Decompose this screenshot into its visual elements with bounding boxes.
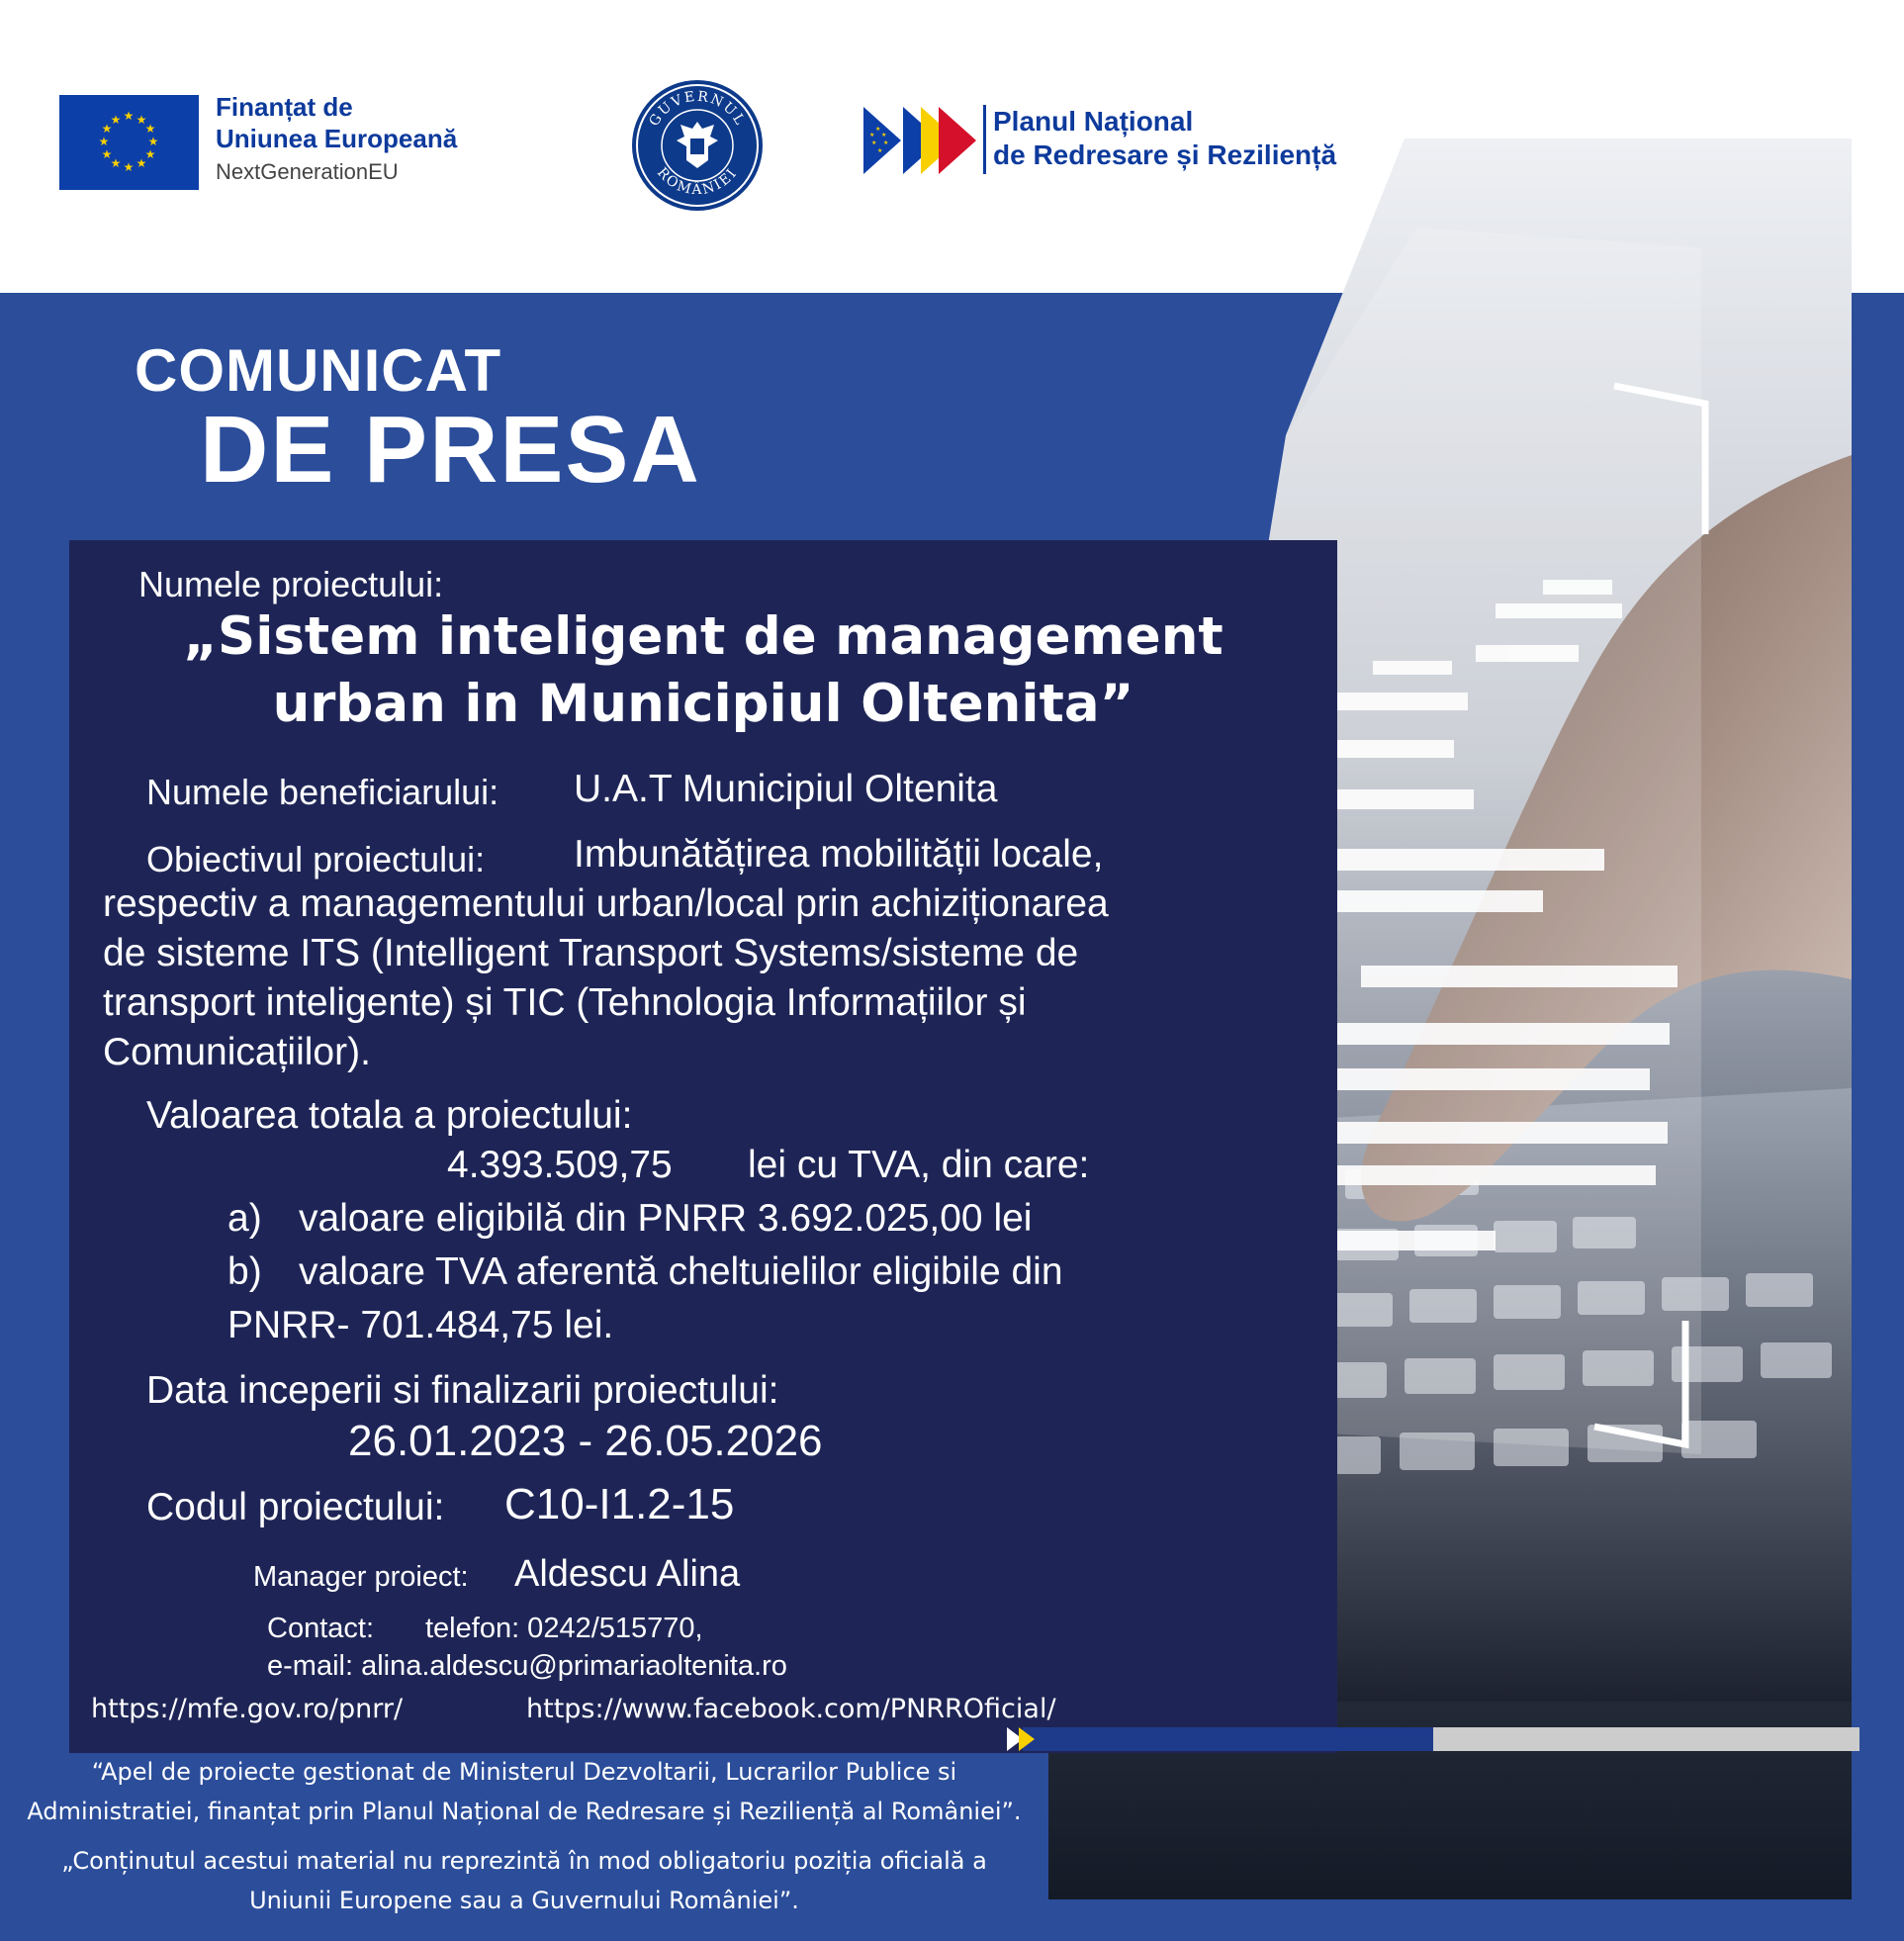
code-value: C10-I1.2-15 (504, 1480, 735, 1528)
svg-text:★: ★ (123, 160, 135, 174)
objective-line4: transport inteligente) și TIC (Tehnologia Informațiilor și (103, 981, 1027, 1024)
value-total: 4.393.509,75 (447, 1144, 673, 1186)
pnrr-divider (983, 105, 986, 174)
svg-text:★: ★ (110, 113, 122, 127)
svg-text:★: ★ (110, 156, 122, 170)
eu-line3: NextGenerationEU (216, 159, 399, 184)
mfe-link[interactable]: https://mfe.gov.ro/pnrr/ (91, 1694, 404, 1724)
objective-line5: Comunicațiilor). (103, 1031, 371, 1073)
svg-text:★: ★ (144, 147, 156, 161)
beneficiary-value: U.A.T Municipiul Oltenita (574, 768, 998, 810)
objective-label: Obiectivul proiectului: (146, 839, 486, 879)
pnrr-line1: Planul Național (993, 106, 1194, 137)
svg-text:★: ★ (881, 132, 887, 139)
svg-text:★: ★ (123, 109, 135, 123)
objective-line2: respectiv a managementului urban/local prin achiziționarea (103, 882, 1109, 925)
objective-line3: de sisteme ITS (Intelligent Transport Systems/sisteme de (103, 932, 1079, 974)
progress-fill (1023, 1727, 1433, 1751)
contact-label: Contact: (267, 1613, 374, 1644)
code-label: Codul proiectului: (146, 1486, 445, 1528)
eu-funding-text (216, 91, 457, 190)
pnrr-line2: de Redresare și Reziliență (993, 139, 1337, 170)
svg-text:★: ★ (101, 147, 113, 161)
footer-line1: “Apel de proiecte gestionat de Ministerul Dezvoltarii, Lucrarilor Publice si (91, 1758, 957, 1786)
beneficiary-label: Numele beneficiarului: (146, 772, 499, 812)
svg-text:★: ★ (98, 135, 110, 148)
svg-text:★: ★ (147, 135, 159, 148)
svg-text:★: ★ (871, 139, 877, 146)
svg-text:★: ★ (136, 156, 147, 170)
item-b-text: valoare TVA aferentă cheltuielilor eligibile din (299, 1250, 1063, 1293)
eu-flag-icon (59, 95, 199, 190)
value-suffix: lei cu TVA, din care: (748, 1144, 1090, 1186)
contact-email[interactable]: e-mail: alina.aldescu@primariaoltenita.ro (267, 1650, 787, 1682)
item-b-marker: b) (227, 1250, 262, 1293)
project-name-line2: urban in Municipiul Oltenita” (272, 674, 1134, 734)
eu-line1: Finanțat de (216, 92, 353, 122)
svg-text:★: ★ (144, 122, 156, 136)
dates-label: Data inceperii si finalizarii proiectului: (146, 1369, 779, 1412)
title-de-presa: DE PRESA (200, 397, 701, 503)
seal-top-text: GUVERNUL (646, 88, 749, 130)
dates-value: 26.01.2023 - 26.05.2026 (348, 1417, 823, 1465)
item-b-text2: PNRR- 701.484,75 lei. (227, 1304, 614, 1346)
footer-line2: Administratiei, finanțat prin Planul Național de Redresare și Reziliență al României”. (27, 1798, 1022, 1825)
objective-line1: Imbunătățirea mobilității locale, (574, 833, 1104, 876)
government-seal-icon (629, 77, 766, 214)
contact-phone: telefon: 0242/515770, (425, 1613, 703, 1644)
item-a-marker: a) (227, 1197, 262, 1240)
facebook-link[interactable]: https://www.facebook.com/PNRROficial/ (526, 1694, 1056, 1724)
item-a-text: valoare eligibilă din PNRR 3.692.025,00 lei (299, 1197, 1033, 1240)
project-name-line1: „Sistem inteligent de management (183, 606, 1224, 667)
footer-line4: Uniunii Europene sau a Guvernului României”. (249, 1887, 799, 1914)
svg-text:★: ★ (101, 122, 113, 136)
manager-value: Aldescu Alina (514, 1553, 741, 1595)
svg-text:★: ★ (877, 147, 883, 154)
svg-text:★: ★ (136, 113, 147, 127)
eu-line2: Uniunea Europeană (216, 124, 458, 153)
manager-label: Manager proiect: (253, 1561, 469, 1593)
seal-bottom-text: ROMÂNIEI (653, 164, 742, 199)
svg-text:★: ★ (875, 126, 881, 133)
footer-line3: „Conținutul acestui material nu reprezintă în mod obligatoriu poziția oficială a (61, 1847, 987, 1875)
pnrr-logo-icon (863, 107, 980, 174)
svg-text:★: ★ (869, 132, 875, 139)
title-comunicat: COMUNICAT (135, 337, 502, 404)
svg-text:★: ★ (883, 139, 889, 146)
project-name-label: Numele proiectului: (138, 564, 444, 604)
value-label: Valoarea totala a proiectului: (146, 1094, 633, 1137)
